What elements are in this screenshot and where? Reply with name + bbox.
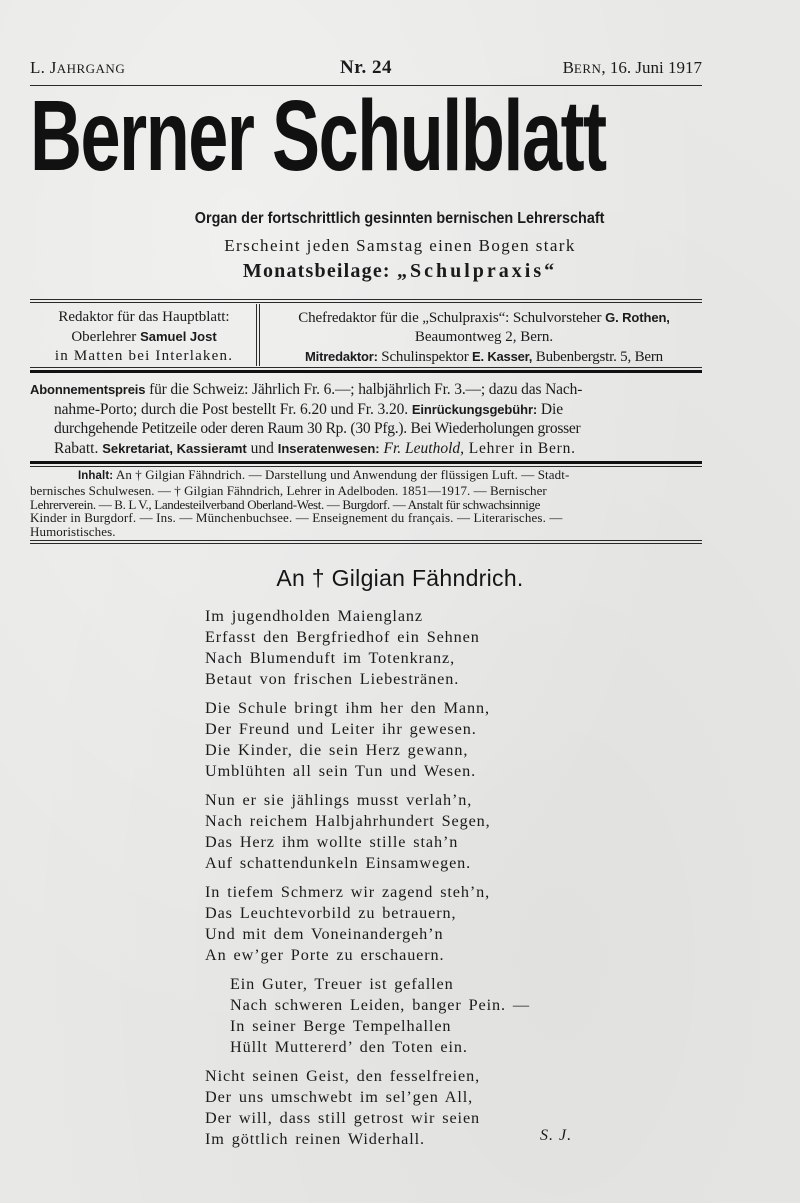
postal-prices: nahme-Porto; durch die Post bestellt Fr. 6.20 und Fr. 3.20. <box>54 400 412 418</box>
poem-line: In tiefem Schmerz wir zagend steh’n, <box>205 883 491 901</box>
poem-line: Nicht seinen Geist, den fesselfreien, <box>205 1067 481 1085</box>
poem-stanza <box>205 974 625 1058</box>
poem-line: Im jugendholden Maienglanz <box>205 607 423 625</box>
main-editor-location: in Matten bei Interlaken. <box>54 348 234 364</box>
contents-top-rule-thick <box>30 461 702 464</box>
contents-line-4: Kinder in Burgdorf. — Ins. — Münchenbuchsee. — Enseignement du français. — Literarisches. — <box>30 510 563 526</box>
subscription-line-1 <box>30 380 703 400</box>
subtitle-text: Organ der fortschrittlich gesinnten bernischen Lehrerschaft <box>195 210 605 227</box>
issue-header-line <box>30 58 702 82</box>
supplement-editors-info <box>264 308 704 367</box>
poem-line: Auf schattendunkeln Einsamwegen. <box>205 854 472 872</box>
co-editor-address: Bubenbergstr. 5, Bern <box>532 349 663 365</box>
secretary-location: Lehrer in Bern. <box>464 439 576 457</box>
supplement-label: Monatsbeilage: <box>242 260 397 282</box>
issue-date: , 16. Juni 1917 <box>601 58 702 77</box>
place-prefix: B <box>562 58 574 77</box>
contents-line-3: Lehrerverein. — B. L V., Landesteilverband Oberland-West. — Burgdorf. — Anstalt für schwachsinnige <box>30 496 541 512</box>
poem-line: Nach schweren Leiden, banger Pein. — <box>230 996 530 1014</box>
poem-line: Nach Blumenduft im Totenkranz, <box>205 649 456 667</box>
co-editor-name: E. Kasser, <box>472 349 533 364</box>
volume-rest: AHRGANG <box>56 61 126 76</box>
masthead-title-text: Berner Schulblatt <box>30 80 606 192</box>
table-of-contents <box>30 468 706 539</box>
poem-line: Der Freund und Leiter ihr gewesen. <box>205 720 477 738</box>
poem-line: Das Herz ihm wollte stille stah’n <box>205 833 459 851</box>
poem-line: Hüllt Muttererd’ den Toten ein. <box>230 1038 468 1056</box>
secretariat-label: Sekretariat, Kassieramt <box>102 440 247 456</box>
chief-editor-role: Chefredaktor für die „Schulpraxis“: Schulvorsteher <box>298 310 606 326</box>
contents-line-1 <box>30 468 706 484</box>
subscription-prices: für die Schweiz: Jährlich Fr. 6.—; halbjährlich Fr. 3.—; dazu das Nach- <box>145 381 583 398</box>
poem-line: Der will, dass still getrost wir seien <box>205 1109 481 1127</box>
contents-text-1: An † Gilgian Fähndrich. — Darstellung und Anwendung der flüssigen Luft. — Stadt- <box>113 467 570 482</box>
poem-title: An † Gilgian Fähndrich. <box>276 565 524 591</box>
editors-top-rule-1 <box>30 299 702 300</box>
poem-stanza <box>205 698 625 782</box>
subscription-line-3: durchgehende Petitzeile oder deren Raum 30 Rp. (30 Pfg.). Bei Wiederholungen grosser <box>54 420 581 437</box>
editors-top-rule-2 <box>30 302 702 303</box>
contents-label: Inhalt: <box>78 470 114 482</box>
poem-line: Die Schule bringt ihm her den Mann, <box>205 699 490 717</box>
place-rest: ERN <box>573 61 602 76</box>
poem-line: In seiner Berge Tempelhallen <box>230 1017 452 1035</box>
poem-stanza <box>205 606 625 690</box>
contents-bottom-rule-2 <box>30 543 702 544</box>
poem-line: Die Kinder, die sein Herz gewann, <box>205 741 469 759</box>
poem-line: Der uns umschwebt im sel’gen All, <box>205 1088 474 1106</box>
supplement-line <box>0 260 800 283</box>
poem-body <box>205 606 625 1158</box>
poem-stanza <box>205 790 625 874</box>
main-editor-name: Samuel Jost <box>140 329 217 344</box>
masthead-subtitle <box>0 210 800 228</box>
place-date <box>563 58 702 78</box>
contents-line-5: Humoristisches. <box>30 524 116 540</box>
poem-line: Nun er sie jählings musst verlah’n, <box>205 791 473 809</box>
subscription-line-2 <box>30 400 703 420</box>
volume-prefix: L. J <box>30 58 57 77</box>
poem-line: Das Leuchtevorbild zu betrauern, <box>205 904 457 922</box>
volume-label <box>30 58 125 78</box>
secretary-name: Fr. Leuthold, <box>379 439 465 457</box>
editors-divider-2 <box>259 304 260 366</box>
main-editor-role: Redaktor für das Hauptblatt: <box>58 309 230 325</box>
discount-text: Rabatt. <box>54 439 103 457</box>
main-editor-title: Oberlehrer <box>71 329 141 345</box>
poem-stanza <box>205 882 625 966</box>
co-editor-title: Schulinspektor <box>377 349 473 365</box>
advertising-label: Inseratenwesen: <box>277 440 380 456</box>
poem-line: Nach reichem Halbjahrhundert Segen, <box>205 812 491 830</box>
main-editor-info <box>30 308 258 366</box>
contents-line-2: bernisches Schulwesen. — † Gilgian Fähndrich, Lehrer in Adelboden. 1851—1917. — Bernischer <box>30 482 547 498</box>
poem-line: Im göttlich reinen Widerhall. <box>205 1130 425 1148</box>
main-editor-name-line <box>30 327 258 347</box>
and-word: und <box>246 439 278 457</box>
contents-bottom-rule-1 <box>30 540 702 541</box>
subscription-label: Abonnementspreis <box>30 382 146 397</box>
publication-frequency: Erscheint jeden Samstag einen Bogen stark <box>224 236 576 255</box>
editors-bottom-rule-thick <box>30 370 702 373</box>
poem-line: Erfasst den Bergfriedhof ein Sehnen <box>205 628 480 646</box>
poem-line: Umblühten all sein Tun und Wesen. <box>205 762 477 780</box>
masthead-title <box>30 80 702 196</box>
insertion-fee-continued: Die <box>537 400 563 418</box>
poem-line: An ew’ger Porte zu erschauern. <box>205 946 445 964</box>
chief-editor-line <box>264 308 704 328</box>
insertion-fee-label: Einrückungsgebühr: <box>411 401 538 417</box>
poem-line: Und mit dem Voneinandergeh’n <box>205 925 444 943</box>
chief-editor-name: G. Rothen, <box>605 310 670 325</box>
co-editor-label: Mitredaktor: <box>305 349 378 364</box>
supplement-name: „Schulpraxis“ <box>396 260 558 282</box>
subscription-line-4 <box>30 439 703 459</box>
chief-editor-address: Beaumontweg 2, Bern. <box>414 329 554 345</box>
co-editor-line <box>264 347 704 367</box>
issue-number: Nr. 24 <box>340 57 392 78</box>
subscription-info <box>30 380 703 458</box>
editors-bottom-rule-thin <box>30 367 702 368</box>
poem-line: Ein Guter, Treuer ist gefallen <box>230 975 454 993</box>
poem-signature: S. J. <box>540 1127 573 1144</box>
poem-line: Betaut von frischen Liebestränen. <box>205 670 460 688</box>
